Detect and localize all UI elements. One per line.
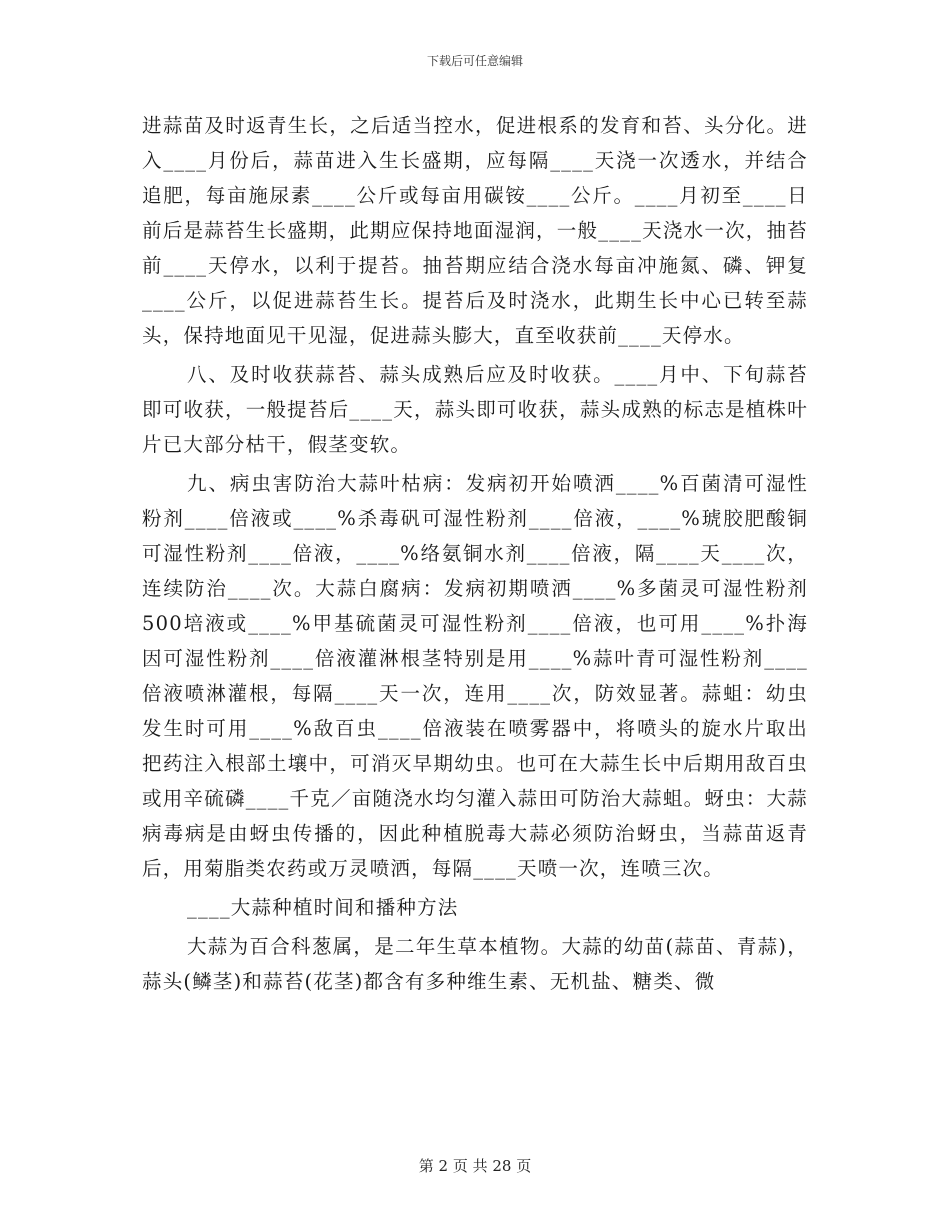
paragraph-watering: 进蒜苗及时返青生长，之后适当控水，促进根系的发育和苔、头分化。进入____月份后，蒜苗进入生长盛期，应每隔____天浇一次透水，并结合追肥，每亩施尿素____公斤或每亩用碳铵____公斤。____月初至____日前后是蒜苔生长盛期，此期应保持地面湿润，一般____天浇水一次，抽苔前____天停水，以利于提苔。抽苔期应结合浇水每亩冲施氮、磷、钾复____公斤，以促进蒜苔生长。提苔后及时浇水，此期生长中心已转至蒜头，保持地面见干见湿，促进蒜头膨大，直至收获前____天停水。 xyxy=(142,114,808,347)
paragraph-harvest: 八、及时收获蒜苔、蒜头成熟后应及时收获。____月中、下旬蒜苔即可收获，一般提苔后____天，蒜头即可收获，蒜头成熟的标志是植株叶片已大部分枯干，假茎变软。 xyxy=(142,363,808,456)
document-body xyxy=(142,108,808,1003)
paragraph-intro: 大蒜为百合科葱属，是二年生草本植物。大蒜的幼苗(蒜苗、青蒜)，蒜头(鳞茎)和蒜苔(花茎)都含有多种维生素、无机盐、糖类、微 xyxy=(142,935,808,993)
paragraph-pest-control: 九、病虫害防治大蒜叶枯病：发病初开始喷洒____%百菌清可湿性粉剂____倍液或____%杀毒矾可湿性粉剂____倍液，____%琥胶肥酸铜可湿性粉剂____倍液，____%络氨铜水剂____倍液，隔____天____次，连续防治____次。大蒜白腐病：发病初期喷洒____%多菌灵可湿性粉剂500培液或____%甲基硫菌灵可湿性粉剂____倍液，也可用____%扑海因可湿性粉剂____倍液灌淋根茎特别是用____%蒜叶青可湿性粉剂____倍液喷淋灌根，每隔____天一次，连用____次，防效显著。蒜蛆：幼虫发生时可用____%敌百虫____倍液装在喷雾器中，将喷头的旋水片取出把药注入根部土壤中，可消灭早期幼虫。也可在大蒜生长中后期用敌百虫或用辛硫磷____千克／亩随浇水均匀灌入蒜田可防治大蒜蛆。蚜虫：大蒜病毒病是由蚜虫传播的，因此种植脱毒大蒜必须防治蚜虫，当蒜苗返青后，用菊脂类农药或万灵喷洒，每隔____天喷一次，连喷三次。 xyxy=(142,472,808,880)
page-number: 第 2 页 共 28 页 xyxy=(418,1157,532,1175)
page-header-note: 下载后可任意编辑 xyxy=(426,54,523,68)
section-title: ____大蒜种植时间和播种方法 xyxy=(187,896,459,919)
